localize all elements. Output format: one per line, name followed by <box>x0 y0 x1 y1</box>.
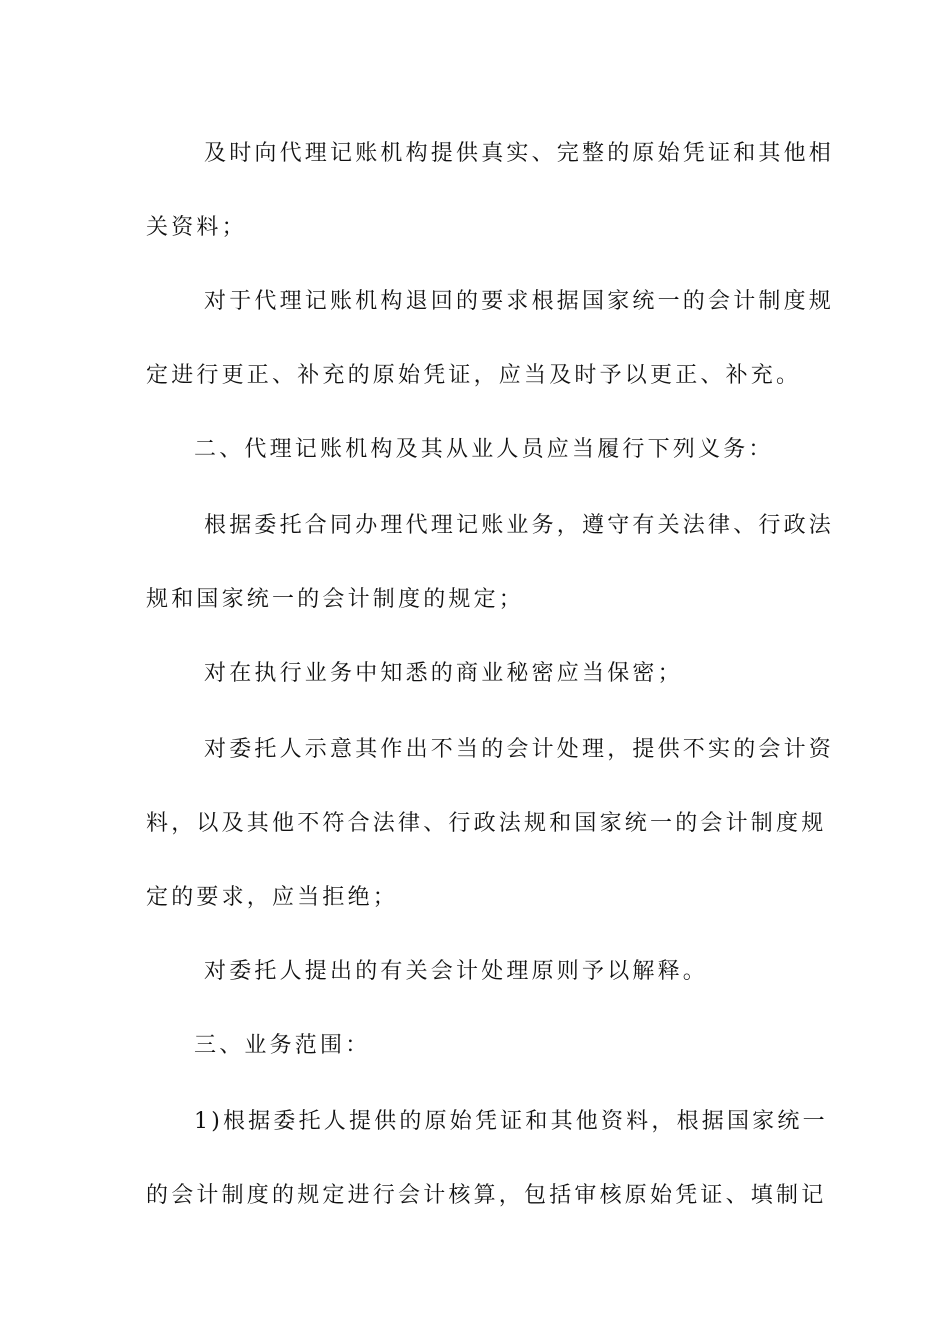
text-line: 对委托人示意其作出不当的会计处理，提供不实的会计资 <box>204 737 835 762</box>
section-heading: 二、代理记账机构及其从业人员应当履行下列义务： <box>194 437 774 462</box>
text-line: 定的要求，应当拒绝； <box>146 885 399 910</box>
text-line: 料，以及其他不符合法律、行政法规和国家统一的会计制度规 <box>146 811 827 836</box>
text-line: 对委托人提出的有关会计处理原则予以解释。 <box>204 959 709 984</box>
text-line: 定进行更正、补充的原始凭证，应当及时予以更正、补充。 <box>146 363 802 388</box>
text-line: 根据委托合同办理代理记账业务，遵守有关法律、行政法 <box>204 513 835 538</box>
text-line: 规和国家统一的会计制度的规定； <box>146 587 525 612</box>
text-line: 关资料； <box>146 215 247 240</box>
section-heading: 三、业务范围： <box>194 1033 371 1058</box>
text-line: 对于代理记账机构退回的要求根据国家统一的会计制度规 <box>204 289 835 314</box>
text-line: 对在执行业务中知悉的商业秘密应当保密； <box>204 661 683 686</box>
text-line: 及时向代理记账机构提供真实、完整的原始凭证和其他相 <box>204 141 835 166</box>
text-line: 1)根据委托人提供的原始凭证和其他资料，根据国家统一 <box>194 1109 828 1134</box>
text-line: 的会计制度的规定进行会计核算，包括审核原始凭证、填制记 <box>146 1183 827 1208</box>
